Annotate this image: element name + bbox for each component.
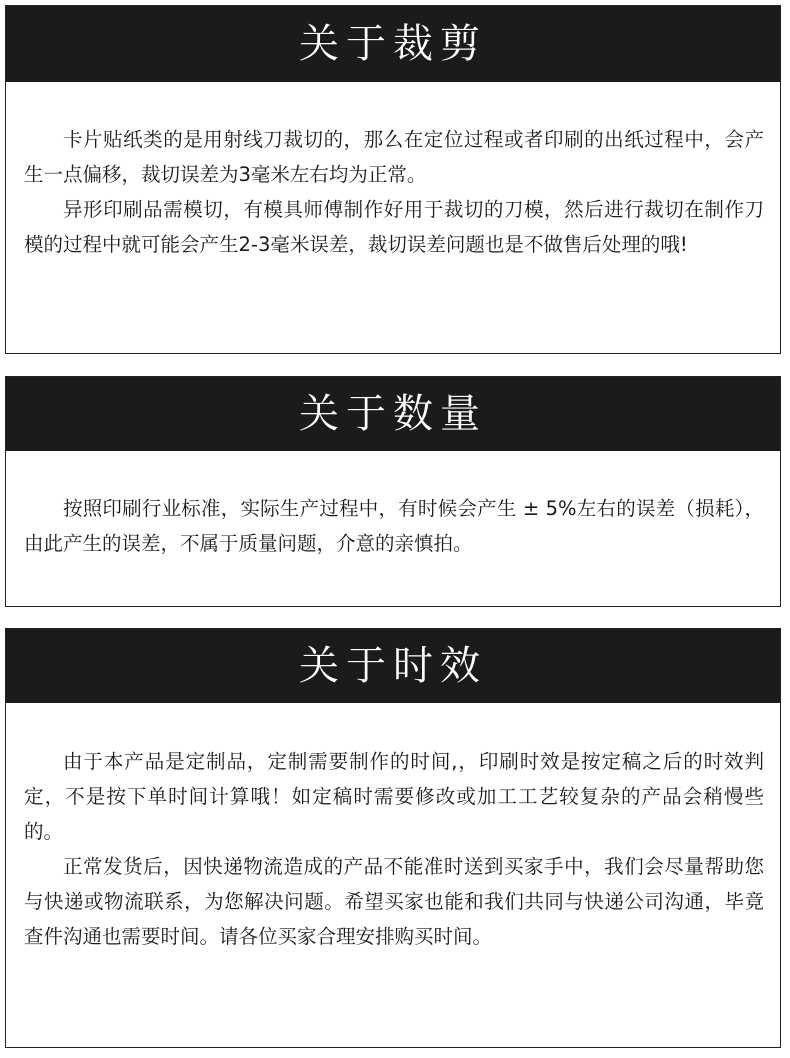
paragraph: 正常发货后，因快递物流造成的产品不能准时送到买家手中，我们会尽量帮助您与快递或物流联系，为您解决问题。希望买家也能和我们共同与快递公司沟通，毕竟查件沟通也需要时间。请各位买家合理安排购买时间。 bbox=[24, 855, 764, 948]
section-body-cutting bbox=[6, 82, 780, 262]
section-body-quantity bbox=[6, 451, 780, 561]
section-quantity bbox=[5, 376, 781, 607]
section-title-timing: 关于时效 bbox=[6, 629, 780, 703]
paragraph: 异形印刷品需模切，有模具师傅制作好用于裁切的刀模，然后进行裁切在制作刀模的过程中就可能会产生2-3毫米误差，裁切误差问题也是不做售后处理的哦! bbox=[24, 198, 764, 256]
section-title-quantity: 关于数量 bbox=[6, 377, 780, 451]
section-timing bbox=[5, 628, 781, 1048]
section-cutting bbox=[5, 5, 781, 354]
section-title-cutting: 关于裁剪 bbox=[6, 6, 780, 82]
section-body-timing bbox=[6, 703, 780, 954]
paragraph: 由于本产品是定制品，定制需要制作的时间,，印刷时效是按定稿之后的时效判定，不是按下单时间计算哦！如定稿时需要修改或加工工艺较复杂的产品会稍慢些的。 bbox=[24, 750, 764, 843]
paragraph: 卡片贴纸类的是用射线刀裁切的，那么在定位过程或者印刷的出纸过程中，会产生一点偏移，裁切误差为3毫米左右均为正常。 bbox=[24, 128, 764, 186]
paragraph: 按照印刷行业标准，实际生产过程中，有时候会产生 ± 5%左右的误差（损耗），由此产生的误差，不属于质量问题，介意的亲慎拍。 bbox=[24, 497, 764, 555]
